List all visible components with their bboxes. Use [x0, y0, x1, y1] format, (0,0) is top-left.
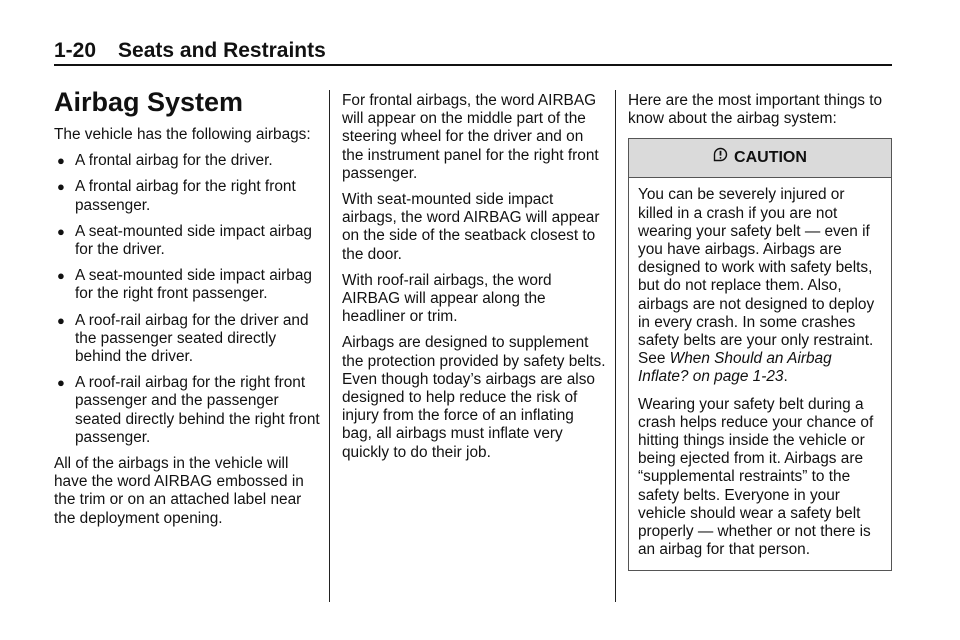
list-item-text: A seat-mounted side impact airbag for the driver. — [75, 222, 312, 259]
caution-label: CAUTION — [734, 149, 807, 167]
list-item — [54, 312, 324, 367]
bullet-icon: ● — [57, 375, 65, 391]
column-three — [628, 92, 892, 571]
list-item — [54, 267, 324, 303]
list-item-text: A frontal airbag for the right front passenger. — [75, 178, 296, 214]
caution-text-end: . — [783, 368, 788, 386]
important-things-intro: Here are the most important things to know about the airbag system: — [628, 92, 883, 128]
frontal-airbag-paragraph: For frontal airbags, the word AIRBAG will appear on the middle part of the steering wheel for the driver and on the instrument panel for the right front passenger. — [342, 92, 599, 182]
warning-icon — [713, 147, 728, 162]
caution-text: You can be severely injured or killed in a crash if you are not wearing your safety belt — even if you have airbags. Airbags are designed to work with safety belts, but do not replace them. Also, airbags are not designed to deploy in every crash. In some crashes safety belts are your only restraint. See — [638, 186, 875, 368]
side-impact-paragraph: With seat-mounted side impact airbags, the word AIRBAG will appear on the side of the seatback closest to the door. — [342, 191, 600, 263]
caution-paragraph — [638, 186, 882, 386]
list-item-text: A roof-rail airbag for the right front passenger and the passenger seated directly behind the right front passenger. — [75, 374, 320, 446]
caution-body — [629, 178, 891, 570]
section-title: Airbag System — [54, 87, 244, 117]
list-item-text: A seat-mounted side impact airbag for the right front passenger. — [75, 267, 312, 303]
airbag-list — [54, 152, 324, 447]
column-divider — [615, 90, 616, 602]
list-item — [54, 374, 324, 447]
column-divider — [329, 90, 330, 602]
embossed-note: All of the airbags in the vehicle will have the word AIRBAG embossed in the trim or on an attached label near the deployment opening. — [54, 455, 304, 527]
caution-header — [629, 139, 891, 178]
list-item-text: A roof-rail airbag for the driver and the passenger seated directly behind the driver. — [75, 311, 309, 366]
list-item — [54, 223, 324, 259]
column-two — [342, 92, 608, 470]
bullet-icon: ● — [57, 153, 65, 169]
page-number: 1-20 — [54, 39, 97, 62]
bullet-icon: ● — [57, 268, 65, 284]
column-one — [54, 86, 324, 536]
intro-paragraph: The vehicle has the following airbags: — [54, 126, 311, 143]
page-reference-link[interactable]: When Should an Airbag Inflate? on page 1-23 — [638, 350, 832, 386]
bullet-icon: ● — [57, 312, 65, 328]
list-item — [54, 152, 324, 170]
bullet-icon: ● — [57, 223, 65, 239]
list-item — [54, 178, 324, 214]
page-header — [54, 34, 892, 66]
caution-box — [628, 138, 892, 571]
bullet-icon: ● — [57, 179, 65, 195]
chapter-title: Seats and Restraints — [118, 39, 326, 62]
list-item-text: A frontal airbag for the driver. — [75, 152, 273, 170]
roof-rail-paragraph: With roof-rail airbags, the word AIRBAG will appear along the headliner or trim. — [342, 271, 552, 326]
caution-paragraph: Wearing your safety belt during a crash helps reduce your chance of hitting things inside the vehicle or being ejected from it. Airbags are “supplemental restraints” to the safety belts. Everyone in your vehicle should wear a safety belt properly — whether or not there is an airbag for that person. — [638, 395, 874, 559]
supplement-paragraph: Airbags are designed to supplement the protection provided by safety belts. Even though today’s airbags are also designed to help reduce the risk of injury from the force of an inflating bag, all airbags must inflate very quickly to do their job. — [342, 334, 606, 461]
